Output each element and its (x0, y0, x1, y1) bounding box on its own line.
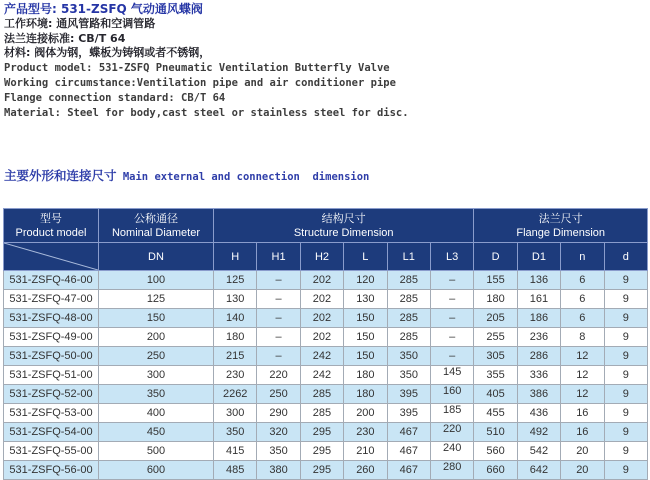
material-line-en: Material: Steel for body,cast steel or stainless steel for disc. (4, 106, 409, 119)
value-cell: 130 (344, 290, 387, 309)
model-cell: 531-ZSFQ-49-00 (4, 328, 99, 347)
value-cell: 455 (474, 404, 517, 423)
value-cell: 140 (214, 309, 257, 328)
value-cell: 285 (387, 328, 430, 347)
col-header-product-model-en: Product model (15, 226, 87, 239)
value-cell: 186 (517, 309, 560, 328)
value-cell: 220 (257, 366, 300, 385)
value-cell: 180 (214, 328, 257, 347)
value-cell: 2262 (214, 385, 257, 404)
value-cell: 492 (517, 423, 560, 442)
value-cell: 350 (387, 366, 430, 385)
model-cell: 531-ZSFQ-51-00 (4, 366, 99, 385)
value-cell: 120 (344, 271, 387, 290)
col-header-structure-dimension-cn: 结构尺寸 (321, 212, 366, 225)
value-cell: 9 (604, 442, 647, 461)
sub-header-h2: H2 (300, 243, 343, 271)
table-row (4, 385, 648, 404)
col-header-flange-dimension (474, 209, 648, 243)
value-cell: 250 (257, 385, 300, 404)
value-cell: 285 (387, 309, 430, 328)
value-cell: 125 (214, 271, 257, 290)
col-header-structure-dimension (214, 209, 474, 243)
value-cell: 560 (474, 442, 517, 461)
value-cell: 9 (604, 385, 647, 404)
value-cell: 300 (99, 366, 214, 385)
value-cell: 286 (517, 347, 560, 366)
dimension-table-header (4, 209, 648, 271)
value-cell: 295 (300, 442, 343, 461)
value-cell: 230 (344, 423, 387, 442)
value-cell: 380 (257, 461, 300, 480)
model-cell: 531-ZSFQ-53-00 (4, 404, 99, 423)
value-cell: 405 (474, 385, 517, 404)
value-cell: 6 (561, 290, 604, 309)
value-cell: 12 (561, 347, 604, 366)
value-cell: 136 (517, 271, 560, 290)
value-cell: 16 (561, 423, 604, 442)
value-cell: 160 (430, 385, 473, 404)
model-cell: 531-ZSFQ-52-00 (4, 385, 99, 404)
value-cell: 485 (214, 461, 257, 480)
value-cell: 9 (604, 328, 647, 347)
sub-header-d: D (474, 243, 517, 271)
value-cell: 500 (99, 442, 214, 461)
value-cell: 436 (517, 404, 560, 423)
value-cell: 350 (257, 442, 300, 461)
value-cell: 642 (517, 461, 560, 480)
value-cell: 9 (604, 423, 647, 442)
value-cell: 9 (604, 461, 647, 480)
value-cell: 350 (387, 347, 430, 366)
sub-header-n: n (561, 243, 604, 271)
col-header-structure-dimension-en: Structure Dimension (293, 226, 394, 239)
value-cell: – (257, 347, 300, 366)
value-cell: 200 (99, 328, 214, 347)
value-cell: 542 (517, 442, 560, 461)
product-info-block (4, 2, 644, 120)
value-cell: 220 (430, 423, 473, 442)
value-cell: 600 (99, 461, 214, 480)
value-cell: 240 (430, 442, 473, 461)
sub-header-row (4, 243, 648, 271)
model-cell: 531-ZSFQ-48-00 (4, 309, 99, 328)
value-cell: 9 (604, 347, 647, 366)
value-cell: 150 (99, 309, 214, 328)
value-cell: 260 (344, 461, 387, 480)
model-cell: 531-ZSFQ-55-00 (4, 442, 99, 461)
value-cell: 320 (257, 423, 300, 442)
sub-header-l1: L1 (387, 243, 430, 271)
value-cell: – (257, 328, 300, 347)
value-cell: 280 (430, 461, 473, 480)
value-cell: 295 (300, 423, 343, 442)
value-cell: 415 (214, 442, 257, 461)
value-cell: 250 (99, 347, 214, 366)
table-row (4, 309, 648, 328)
model-cell: 531-ZSFQ-47-00 (4, 290, 99, 309)
value-cell: 155 (474, 271, 517, 290)
dimension-table (3, 208, 648, 480)
model-cell: 531-ZSFQ-50-00 (4, 347, 99, 366)
value-cell: 355 (474, 366, 517, 385)
value-cell: 242 (300, 347, 343, 366)
product-model-line-en: Product model: 531-ZSFQ Pneumatic Ventilation Butterfly Valve (4, 62, 390, 75)
value-cell: 145 (430, 366, 473, 385)
value-cell: – (430, 271, 473, 290)
value-cell: 180 (474, 290, 517, 309)
value-cell: 8 (561, 328, 604, 347)
value-cell: 6 (561, 309, 604, 328)
group-header-row (4, 209, 648, 243)
sub-header-dn: DN (99, 243, 214, 271)
value-cell: 305 (474, 347, 517, 366)
value-cell: 130 (214, 290, 257, 309)
value-cell: 285 (300, 404, 343, 423)
value-cell: 255 (474, 328, 517, 347)
table-row (4, 442, 648, 461)
model-cell: 531-ZSFQ-46-00 (4, 271, 99, 290)
value-cell: 202 (300, 309, 343, 328)
value-cell: – (430, 290, 473, 309)
sub-header-d-small: d (604, 243, 647, 271)
value-cell: 180 (344, 385, 387, 404)
value-cell: 200 (344, 404, 387, 423)
value-cell: 336 (517, 366, 560, 385)
col-header-product-model (4, 209, 99, 243)
value-cell: – (430, 328, 473, 347)
value-cell: 161 (517, 290, 560, 309)
value-cell: 236 (517, 328, 560, 347)
value-cell: 100 (99, 271, 214, 290)
value-cell: 6 (561, 271, 604, 290)
value-cell: – (430, 309, 473, 328)
section-heading (4, 166, 369, 185)
value-cell: 202 (300, 271, 343, 290)
value-cell: 202 (300, 328, 343, 347)
table-row (4, 328, 648, 347)
value-cell: 386 (517, 385, 560, 404)
section-title-cn: 主要外形和连接尺寸 (4, 168, 117, 183)
value-cell: 9 (604, 290, 647, 309)
value-cell: 660 (474, 461, 517, 480)
material-line-cn: 材料: 阀体为钢，蝶板为铸钢或者不锈钢， (4, 46, 211, 60)
value-cell: 185 (430, 404, 473, 423)
value-cell: 350 (99, 385, 214, 404)
value-cell: 295 (300, 461, 343, 480)
table-row (4, 290, 648, 309)
value-cell: 210 (344, 442, 387, 461)
flange-standard-line-cn: 法兰连接标准: CB/T 64 (4, 31, 126, 45)
value-cell: 242 (300, 366, 343, 385)
value-cell: 150 (344, 347, 387, 366)
col-header-nominal-diameter (99, 209, 214, 243)
table-row (4, 461, 648, 480)
value-cell: 125 (99, 290, 214, 309)
value-cell: 285 (300, 385, 343, 404)
model-cell: 531-ZSFQ-56-00 (4, 461, 99, 480)
value-cell: 202 (300, 290, 343, 309)
value-cell: 9 (604, 271, 647, 290)
flange-standard-line-en: Flange connection standard: CB/T 64 (4, 91, 226, 104)
value-cell: – (257, 290, 300, 309)
col-header-product-model-cn: 型号 (40, 212, 62, 225)
value-cell: 215 (214, 347, 257, 366)
value-cell: 285 (387, 271, 430, 290)
sub-header-h1: H1 (257, 243, 300, 271)
working-circumstance-line-en: Working circumstance:Ventilation pipe and air conditioner pipe (4, 76, 396, 89)
sub-header-h: H (214, 243, 257, 271)
value-cell: – (430, 347, 473, 366)
value-cell: 20 (561, 442, 604, 461)
value-cell: 9 (604, 366, 647, 385)
section-title-en-text: Main external and connection dimension (122, 171, 370, 183)
col-header-nominal-diameter-en: Nominal Diameter (111, 226, 201, 239)
value-cell: 467 (387, 423, 430, 442)
value-cell: 400 (99, 404, 214, 423)
value-cell: 467 (387, 442, 430, 461)
value-cell: 180 (344, 366, 387, 385)
model-cell: 531-ZSFQ-54-00 (4, 423, 99, 442)
col-header-flange-dimension-en: Flange Dimension (516, 226, 605, 239)
table-row (4, 271, 648, 290)
diagonal-line (4, 243, 98, 270)
value-cell: 230 (214, 366, 257, 385)
value-cell: 450 (99, 423, 214, 442)
value-cell: 467 (387, 461, 430, 480)
value-cell: 350 (214, 423, 257, 442)
table-row (4, 423, 648, 442)
value-cell: 12 (561, 366, 604, 385)
value-cell: 16 (561, 404, 604, 423)
value-cell: 285 (387, 290, 430, 309)
col-header-flange-dimension-cn: 法兰尺寸 (538, 212, 583, 225)
value-cell: – (257, 309, 300, 328)
value-cell: 20 (561, 461, 604, 480)
sub-header-l3: L3 (430, 243, 473, 271)
value-cell: 290 (257, 404, 300, 423)
value-cell: – (257, 271, 300, 290)
value-cell: 150 (344, 328, 387, 347)
table-row (4, 366, 648, 385)
value-cell: 395 (387, 385, 430, 404)
value-cell: 510 (474, 423, 517, 442)
col-header-nominal-diameter-cn: 公称通径 (134, 212, 178, 225)
value-cell: 9 (604, 404, 647, 423)
value-cell: 205 (474, 309, 517, 328)
table-row (4, 404, 648, 423)
value-cell: 9 (604, 309, 647, 328)
diagonal-header-cell (4, 243, 99, 271)
value-cell: 395 (387, 404, 430, 423)
product-model-line-cn: 产品型号: 531-ZSFQ 气动通风蝶阀 (4, 2, 203, 16)
value-cell: 12 (561, 385, 604, 404)
table-row (4, 347, 648, 366)
working-env-line-cn: 工作环境: 通风管路和空调管路 (4, 16, 156, 30)
sub-header-l: L (344, 243, 387, 271)
dimension-table-body (4, 271, 648, 480)
value-cell: 150 (344, 309, 387, 328)
value-cell: 300 (214, 404, 257, 423)
sub-header-d1: D1 (517, 243, 560, 271)
